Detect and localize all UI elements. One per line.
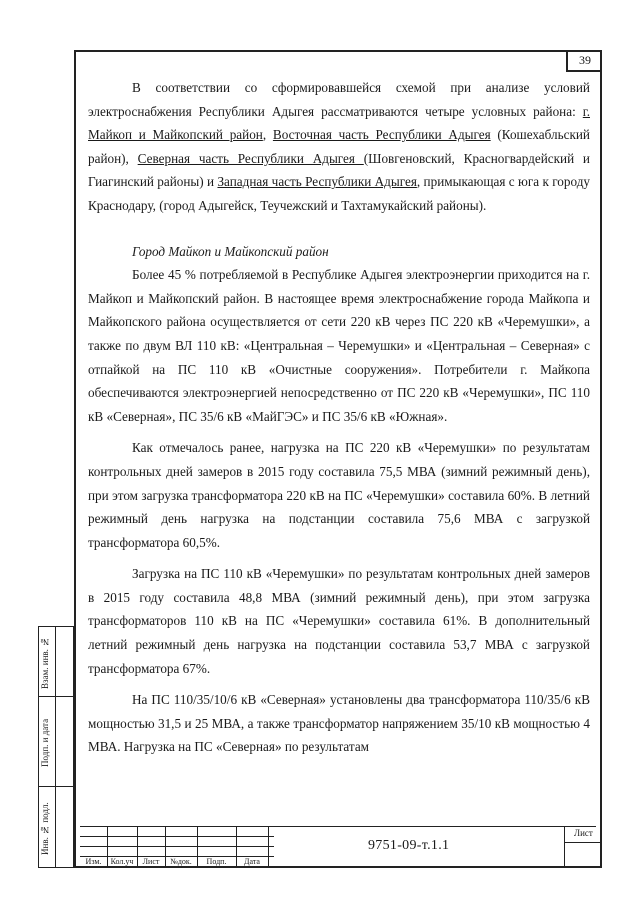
paragraph-consumption: Более 45 % потребляемой в Республике Адыгея электроэнергии приходится на г. Майкоп и Майкопский район. В настоящее время электроснабжение города Майкопа и Майкопского района осуществляется от сети 220 кВ через ПС 220 кВ «Черемушки», а также по двум ВЛ 110 кВ: «Центральная – Черемушки» и «Центральная – Северная» с отпайкой на ПС 110 кВ «Очистные сооружения». Потребители г. Майкопа обеспечиваются электроэнергией непосредственно от ПС 220 кВ «Черемушки», ПС 110 кВ «Северная», ПС 35/6 кВ «МайГЭС» и ПС 35/6 кВ «Южная». (88, 267, 590, 424)
hdr-data: Дата (244, 857, 260, 866)
hdr-ndok: №док. (170, 857, 192, 866)
side-stamp (38, 626, 74, 868)
paragraph-severnaya: На ПС 110/35/10/6 кВ «Северная» установлены два трансформатора 110/35/6 кВ мощностью 31,5 и 25 МВА, а также трансформатор напряжением 35/10 кВ мощностью 4 МВА. Нагрузка на ПС «Северная» по результатам (88, 692, 590, 755)
divider (268, 826, 269, 868)
text-run: (Шовгеновский, Красногвардейский и Гиагинский районы) и (88, 150, 590, 190)
divider (80, 846, 274, 847)
paragraph-cheremushki-220: Как отмечалось ранее, нагрузка на ПС 220 кВ «Черемушки» по результатам контрольных дней замеров в 2015 году составила 75,5 МВА (зимний режимный день), при этом загрузка трансформатора 220 кВ на ПС «Черемушки» составила 60%. В летний режимный день нагрузка на подстанции составила 75,6 МВА с загрузкой трансформатора 60,5%. (88, 440, 590, 550)
hdr-izm: Изм. (85, 857, 102, 866)
divider (564, 826, 565, 868)
podp-data-label: Подп. и дата (40, 718, 50, 768)
vzam-inv-label: Взам. инв. № (40, 636, 50, 690)
side-label-column (38, 626, 56, 868)
sheet-label: Лист (574, 828, 593, 838)
divider (564, 842, 600, 843)
title-block (74, 826, 602, 868)
hdr-podp: Подп. (206, 857, 227, 866)
hdr-kol-uch: Кол.уч (110, 857, 134, 866)
region-maikop: г. Майкоп и Майкопский район (88, 103, 590, 143)
document-code: 9751-09-т.1.1 (368, 838, 450, 853)
side-cell (56, 697, 73, 787)
text-run: , (262, 127, 273, 143)
paragraph-regions (88, 76, 590, 218)
region-east: Восточная часть Республики Адыгея (272, 127, 491, 143)
divider (80, 836, 274, 837)
text-run: В соответствии со сформировавшейся схемой при анализе условий электроснабжения Республики Адыгея рассматриваются четыре условных района: (88, 80, 590, 119)
region-north: Северная часть Республики Адыгея (137, 150, 364, 166)
text-run: (Кошехабльский район), (88, 127, 590, 166)
paragraph-cheremushki-110: Загрузка на ПС 110 кВ «Черемушки» по результатам контрольных дней замеров в 2015 году составила 48,8 МВА (зимний режимный день), при этом загрузка трансформаторов 110 кВ на ПС «Черемушки» составила 61%. В дополнительный летний режимный день нагрузка на подстанции составила 53,7 МВА с загрузкой трансформатора 67%. (88, 566, 590, 676)
side-value-column (55, 626, 74, 868)
region-west: Западная часть Республики Адыгея (217, 174, 417, 190)
text-run: , примыкающая с юга к городу Краснодару, (город Адыгейск, Теучежский и Тахтамукайский районы). (88, 174, 591, 213)
page-number: 39 (566, 50, 602, 72)
inv-podl-label: Инв. № подл. (40, 802, 50, 856)
document-body (88, 76, 590, 759)
divider (80, 826, 596, 827)
side-cell (56, 627, 73, 697)
section-heading: Город Майкоп и Майкопский район (132, 243, 329, 259)
hdr-list: Лист (142, 857, 160, 866)
